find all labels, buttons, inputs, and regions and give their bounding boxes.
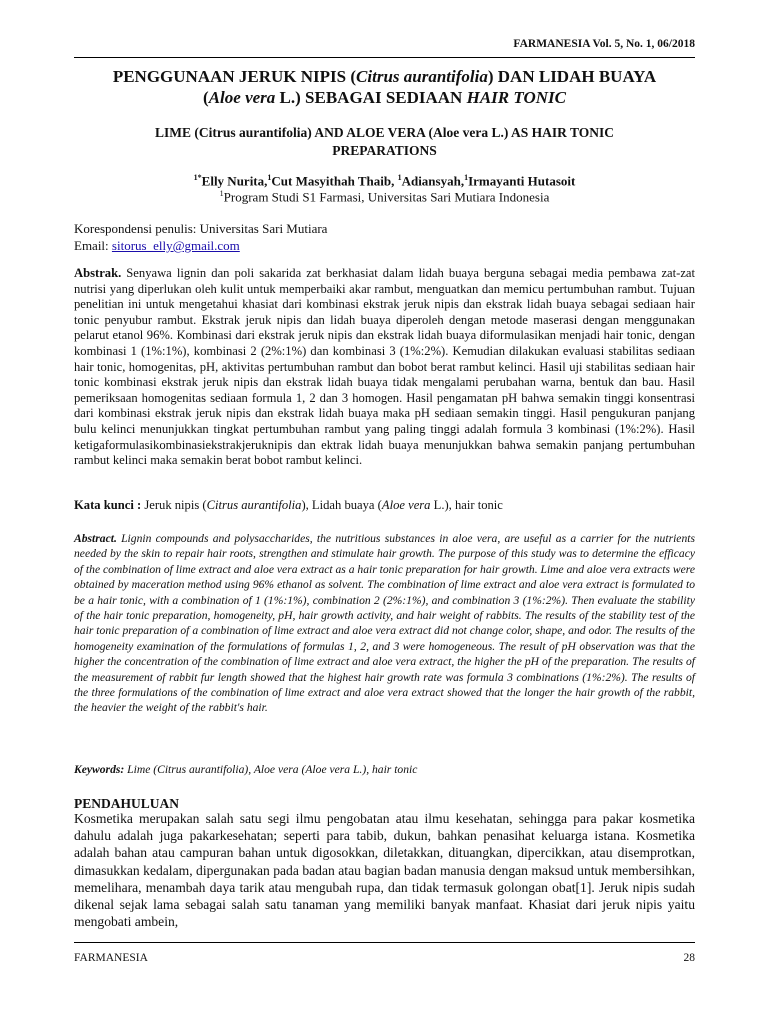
author-marker: 1: [267, 173, 272, 182]
abstract-en-paragraph: [74, 531, 695, 716]
header-rule: [74, 57, 695, 58]
abstrak-text: Senyawa lignin dan poli sakarida zat berkhasiat dalam lidah buaya berguna sebagai media pembawa zat-zat nutrisi yang diperlukan oleh kulit untuk memperbaiki akar rambut, menguatkan dan memicu pertumbuhan rambut. Tujuan penelitian ini untuk mengetahui khasiat dari kombinasi ekstrak jeruk nipis dan ekstrak lidah buaya sebagai sediaan hair tonic penyubur rambut. Ekstrak jeruk nipis dan lidah buaya diperoleh dengan metode maserasi dengan menggunakan pelarut etanol 96%. Kombinasi dari ekstrak jeruk nipis dan ekstrak lidah buaya diformulasikan menjadi hair tonic, dengan kombinasi 1 (1%:1%), kombinasi 2 (2%:1%) dan kombinasi 3 (1%:2%). Kemudian dilakukan evaluasi stabilitas sediaan hair tonic, homogenitas, pH, aktivitas pertumbuhan rambut dan bobot berat rambut kelinci. Hasil uji stabilitas sediaan hair tonic kombinasi ekstrak jeruk nipis dan ekstrak lidah buaya tidak mengalami perubahan warna, bentuk dan bau. Hasil pemeriksaan homogenitas sediaan formula 1, 2 dan 3 homogen. Hasil pengamatan pH bahwa semakin tinggi konsentrasi dari kombinasi ekstrak jeruk nipis dan ekstrak lidah buaya maka pH sediaan semakin tinggi. Hasil pengukuran panjang bulu kelinci menunjukkan tingkat pertumbuhan rambut yang paling tinggi adalah formula 3 kombinasi (1%:2%). Hasil ketigaformulasikombinasiekstrakjeruknipis dan ektrak lidah buaya menunjukkan bahwa semakin panjang pertumbuhan rambut kelinci maka semakin berat bobot rambut kelinci.: [74, 266, 695, 468]
kata-kunci-label: Kata kunci :: [74, 498, 142, 512]
running-header: FARMANESIA Vol. 5, No. 1, 06/2018: [513, 38, 695, 50]
title-species-aloe: Aloe vera: [208, 88, 276, 107]
title-part: PENGGUNAAN JERUK NIPIS (: [112, 67, 357, 86]
author-list: [74, 173, 695, 189]
affiliation: [74, 189, 695, 205]
author-name: Cut Masyithah Thaib,: [271, 173, 398, 189]
title-part: (: [203, 88, 209, 107]
abstract-en-label: Abstract.: [74, 532, 117, 545]
title-hair-tonic: HAIR TONIC: [466, 88, 566, 107]
english-title-line: LIME (Citrus aurantifolia) AND ALOE VERA (Aloe vera L.) AS HAIR TONIC: [154, 125, 615, 140]
kata-kunci-part: ), Lidah buaya (: [301, 498, 382, 512]
intro-paragraph: Kosmetika merupakan salah satu segi ilmu pengobatan atau ilmu kesehatan, sehingga para pakar kosmetika dahulu adalah juga pakarkesehatan; seperti para tabib, dukun, bahkan penasihat keluarga istana. Kosmetika adalah bahan atau campuran bahan untuk digosokkan, diletakkan, dituangkan, dipercikkan, atau disemprotkan, dimasukkan kedalam, dipergunakan pada badan atau bagian badan manusia dengan maksud untuk membersihkan, memelihara, menambah daya tarik atau mengubah rupa, dan tidak termasuk golongan obat[1]. Jeruk nipis sudah dikenal sejak lama sebagai salah satu tanaman yang memiliki banyak manfaat. Khasiat dari jeruk nipis yaitu mengobati ambein,: [74, 811, 695, 930]
abstract-en-text: Lignin compounds and polysaccharides, the nutritious substances in aloe vera, are useful as a carrier for the nutrients needed by the skin to repair hair roots, strengthen and stimulate hair growth. The purpose of this study was to determine the efficacy of the combination of lime extract and aloe vera extract as a hair tonic preparation for hair growth. Lime and aloe vera extracts were obtained by maceration method using 96% ethanol as solvent. The combination of lime extract and aloe vera extract is formulated to be a hair tonic, with a combination of 1 (1%:1%), combination 2 (2%:1%), and combination 3 (1%:2%). Then evaluate the stability of the hair tonic preparation, homogeneity, pH, hair growth activity, and hair weight of rabbits. The results of the stability test of the hair tonic preparation of a combination of lime extract and aloe vera extract did not change color, shape, and odor. The results of the homogeneity examination of the formulations of formulas 1, 2, and 3 were homogeneous. The result of pH observation was that the higher the concentration of the combination of lime extract and aloe vera extract, the higher the pH of the preparation. The results of the measurement of rabbit fur length showed that the highest hair growth rate was formula 3 combinations (1%:2%). The results of the three formulations of the combination of lime extract and aloe vera extract showed that the longer the hair growth of the rabbit, the heavier the weight of the rabbit's hair.: [74, 532, 695, 715]
section-heading: PENDAHULUAN: [74, 796, 180, 811]
keywords-en-text: Lime (Citrus aurantifolia), Aloe vera (Aloe vera L.), hair tonic: [124, 763, 418, 776]
affiliation-marker: 1: [219, 189, 224, 198]
keywords-en-label: Keywords:: [74, 763, 125, 776]
kata-kunci-species: Citrus aurantifolia: [206, 498, 302, 512]
author-name: Elly Nurita,: [201, 173, 268, 189]
author-name: Adiansyah,: [401, 173, 465, 189]
kata-kunci-part: Jeruk nipis (: [141, 498, 207, 512]
title-species-lime: Citrus aurantifolia: [356, 67, 488, 86]
correspondence-line: Korespondensi penulis: Universitas Sari Mutiara: [74, 221, 328, 236]
kata-kunci-part: L.), hair tonic: [430, 498, 503, 512]
title-part: L.) SEBAGAI SEDIAAN: [275, 88, 467, 107]
author-name: Irmayanti Hutasoit: [468, 173, 576, 189]
affiliation-text: Program Studi S1 Farmasi, Universitas Sari Mutiara Indonesia: [223, 189, 550, 205]
author-marker: 1: [397, 173, 402, 182]
abstrak-paragraph: [74, 266, 695, 469]
kata-kunci: [74, 498, 695, 513]
keywords-en: [74, 763, 695, 776]
title-part: ) DAN LIDAH BUAYA: [487, 67, 657, 86]
footer-rule: [74, 942, 695, 943]
author-marker: 1*: [193, 173, 202, 182]
author-marker: 1: [464, 173, 469, 182]
english-title-line: PREPARATIONS: [332, 143, 437, 158]
email-label: Email:: [74, 238, 112, 253]
correspondence: [74, 220, 327, 254]
email-link[interactable]: sitorus_elly@gmail.com: [111, 238, 240, 253]
english-title: [74, 124, 695, 160]
footer-journal: FARMANESIA: [74, 952, 148, 964]
kata-kunci-species: Aloe vera: [381, 498, 431, 512]
abstrak-label: Abstrak.: [74, 266, 122, 280]
paper-page: [74, 0, 695, 1024]
page-number: 28: [683, 952, 695, 964]
paper-title: [74, 66, 695, 108]
